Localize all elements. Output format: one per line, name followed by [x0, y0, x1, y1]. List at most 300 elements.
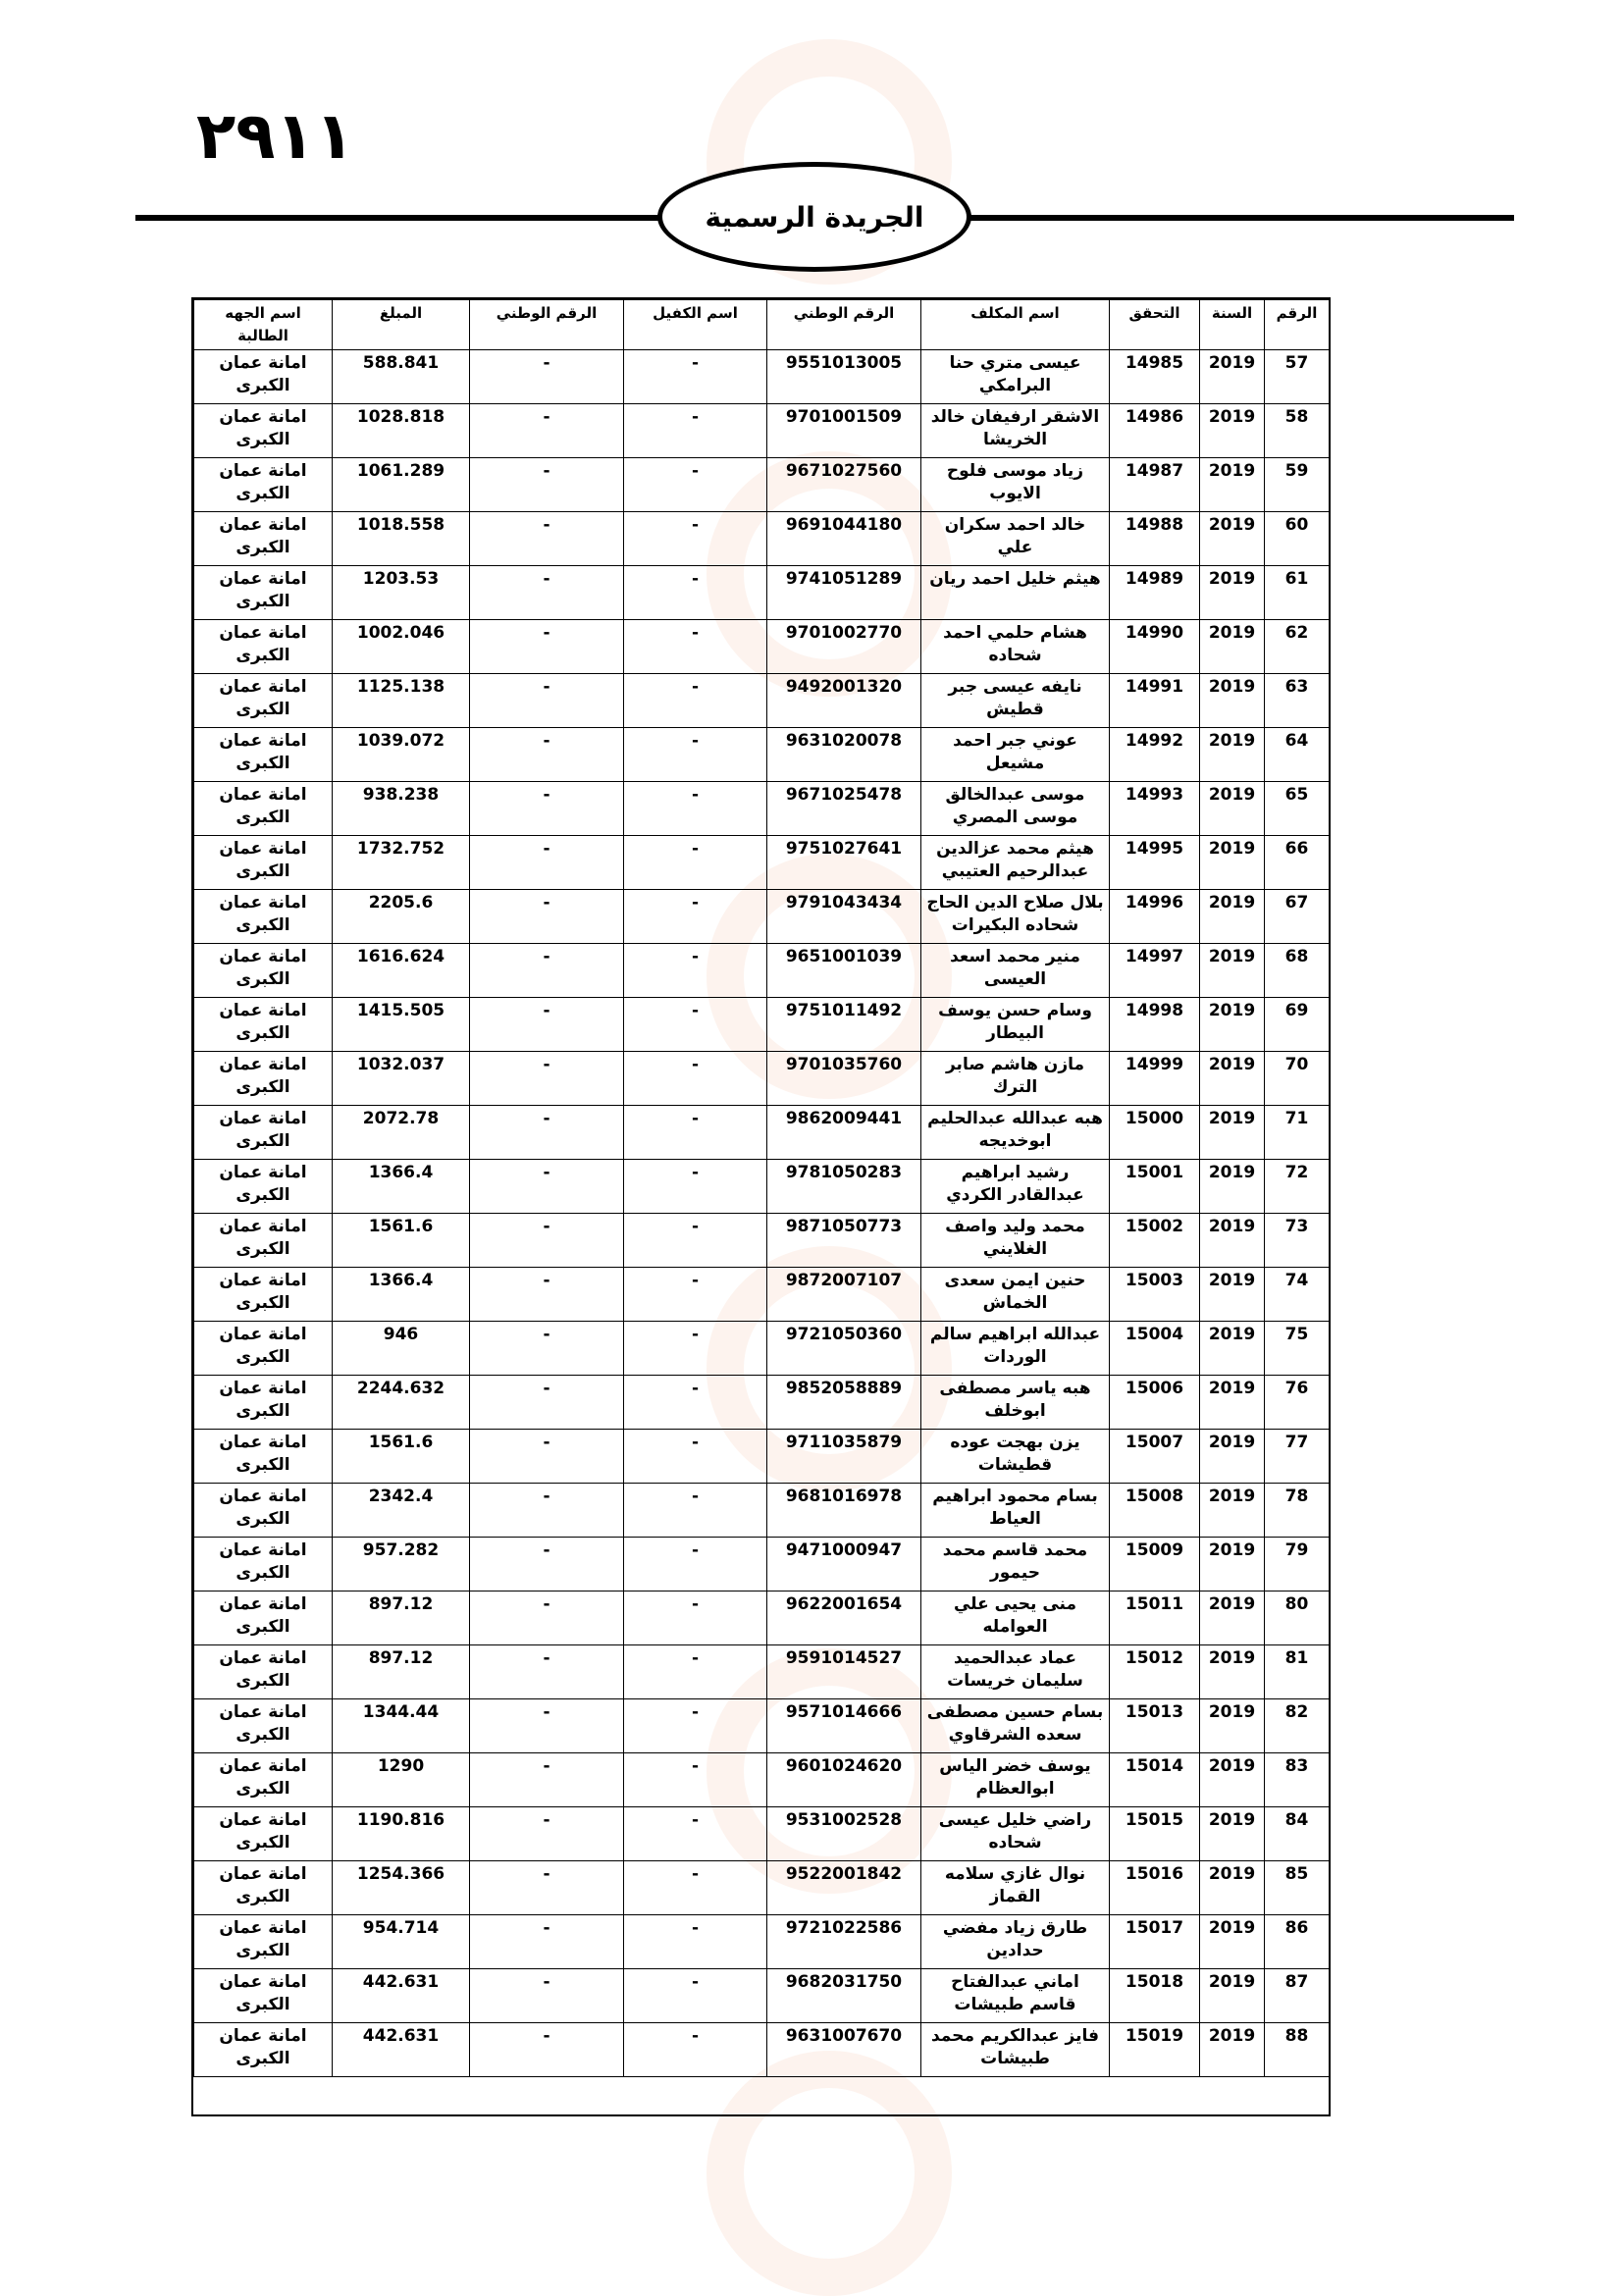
row-verification: 15017	[1110, 1915, 1200, 1969]
row-verification: 14991	[1110, 674, 1200, 728]
row-verification: 15004	[1110, 1322, 1200, 1376]
row-taxpayer-name: حنين ايمن سعدى الخماش	[921, 1268, 1110, 1322]
table-row	[194, 1807, 1330, 1861]
row-verification: 15008	[1110, 1484, 1200, 1538]
row-guarantor-national-id: -	[470, 674, 624, 728]
row-number: 67	[1265, 890, 1330, 944]
row-claimant: امانة عمان الكبرى	[194, 728, 333, 782]
row-guarantor-national-id: -	[470, 620, 624, 674]
row-guarantor-national-id: -	[470, 1052, 624, 1106]
row-number: 70	[1265, 1052, 1330, 1106]
row-amount: 954.714	[333, 1915, 470, 1969]
row-number: 83	[1265, 1753, 1330, 1807]
row-verification: 15003	[1110, 1268, 1200, 1322]
table-row	[194, 1645, 1330, 1699]
table-row	[194, 1915, 1330, 1969]
row-amount: 1002.046	[333, 620, 470, 674]
row-guarantor-name: -	[624, 350, 767, 404]
row-taxpayer-name: بلال صلاح الدين الحاج شحاده البكيرات	[921, 890, 1110, 944]
records-table	[193, 299, 1330, 2077]
row-amount: 1018.558	[333, 512, 470, 566]
table-row	[194, 890, 1330, 944]
row-verification: 15011	[1110, 1592, 1200, 1645]
table-row	[194, 836, 1330, 890]
table-row	[194, 728, 1330, 782]
row-taxpayer-name: محمد قاسم محمد حيمور	[921, 1538, 1110, 1592]
row-claimant: امانة عمان الكبرى	[194, 620, 333, 674]
gazette-title: الجريدة الرسمية	[705, 200, 924, 234]
row-verification: 14992	[1110, 728, 1200, 782]
row-national-id: 9721022586	[767, 1915, 921, 1969]
row-verification: 14988	[1110, 512, 1200, 566]
row-national-id: 9531002528	[767, 1807, 921, 1861]
table-row	[194, 566, 1330, 620]
row-verification: 15013	[1110, 1699, 1200, 1753]
row-claimant: امانة عمان الكبرى	[194, 1106, 333, 1160]
row-verification: 15002	[1110, 1214, 1200, 1268]
row-claimant: امانة عمان الكبرى	[194, 1592, 333, 1645]
row-taxpayer-name: طارق زياد مفضي حدادين	[921, 1915, 1110, 1969]
row-number: 85	[1265, 1861, 1330, 1915]
row-taxpayer-name: موسى عبدالخالق موسى المصري	[921, 782, 1110, 836]
row-national-id: 9711035879	[767, 1430, 921, 1484]
row-guarantor-name: -	[624, 1214, 767, 1268]
row-guarantor-name: -	[624, 620, 767, 674]
row-claimant: امانة عمان الكبرى	[194, 404, 333, 458]
row-taxpayer-name: نايفه عيسى جبر قطيش	[921, 674, 1110, 728]
row-taxpayer-name: يوسف خضر الياس ابوالعظام	[921, 1753, 1110, 1807]
row-amount: 2244.632	[333, 1376, 470, 1430]
row-amount: 1415.505	[333, 998, 470, 1052]
row-claimant: امانة عمان الكبرى	[194, 1645, 333, 1699]
row-year: 2019	[1200, 404, 1265, 458]
row-taxpayer-name: رشيد ابراهيم عبدالقادر الكردي	[921, 1160, 1110, 1214]
row-guarantor-name: -	[624, 1322, 767, 1376]
row-number: 63	[1265, 674, 1330, 728]
row-taxpayer-name: مازن هاشم صابر الترك	[921, 1052, 1110, 1106]
row-guarantor-name: -	[624, 1645, 767, 1699]
row-year: 2019	[1200, 944, 1265, 998]
row-number: 68	[1265, 944, 1330, 998]
row-claimant: امانة عمان الكبرى	[194, 998, 333, 1052]
row-national-id: 9622001654	[767, 1592, 921, 1645]
row-guarantor-name: -	[624, 1592, 767, 1645]
row-guarantor-national-id: -	[470, 404, 624, 458]
page-number: ٢٩١١	[196, 98, 355, 174]
row-year: 2019	[1200, 998, 1265, 1052]
row-guarantor-national-id: -	[470, 1861, 624, 1915]
row-guarantor-name: -	[624, 1106, 767, 1160]
row-verification: 15009	[1110, 1538, 1200, 1592]
row-year: 2019	[1200, 1969, 1265, 2023]
row-number: 72	[1265, 1160, 1330, 1214]
row-number: 88	[1265, 2023, 1330, 2077]
row-claimant: امانة عمان الكبرى	[194, 458, 333, 512]
header-year: السنة	[1200, 300, 1265, 350]
row-year: 2019	[1200, 890, 1265, 944]
table-header-row	[194, 300, 1330, 350]
row-guarantor-name: -	[624, 1160, 767, 1214]
row-taxpayer-name: راضي خليل عيسى شحاده	[921, 1807, 1110, 1861]
row-amount: 1039.072	[333, 728, 470, 782]
row-taxpayer-name: بسام محمود ابراهيم العياط	[921, 1484, 1110, 1538]
row-amount: 2205.6	[333, 890, 470, 944]
row-amount: 1254.366	[333, 1861, 470, 1915]
row-taxpayer-name: يزن بهجت عوده قطيشات	[921, 1430, 1110, 1484]
table-row	[194, 1268, 1330, 1322]
row-year: 2019	[1200, 1645, 1265, 1699]
row-guarantor-name: -	[624, 782, 767, 836]
row-year: 2019	[1200, 1699, 1265, 1753]
row-amount: 1203.53	[333, 566, 470, 620]
row-guarantor-name: -	[624, 1376, 767, 1430]
row-year: 2019	[1200, 1322, 1265, 1376]
row-amount: 1190.816	[333, 1807, 470, 1861]
row-verification: 15001	[1110, 1160, 1200, 1214]
header-guarantor-name: اسم الكفيل	[624, 300, 767, 350]
row-guarantor-national-id: -	[470, 2023, 624, 2077]
row-guarantor-national-id: -	[470, 1753, 624, 1807]
row-national-id: 9872007107	[767, 1268, 921, 1322]
row-year: 2019	[1200, 728, 1265, 782]
row-national-id: 9862009441	[767, 1106, 921, 1160]
row-year: 2019	[1200, 350, 1265, 404]
row-guarantor-name: -	[624, 1052, 767, 1106]
header-taxpayer-name: اسم المكلف	[921, 300, 1110, 350]
row-verification: 15018	[1110, 1969, 1200, 2023]
row-claimant: امانة عمان الكبرى	[194, 1484, 333, 1538]
row-guarantor-name: -	[624, 836, 767, 890]
row-amount: 897.12	[333, 1645, 470, 1699]
row-verification: 15016	[1110, 1861, 1200, 1915]
row-guarantor-national-id: -	[470, 1969, 624, 2023]
row-guarantor-name: -	[624, 2023, 767, 2077]
row-national-id: 9701001509	[767, 404, 921, 458]
row-guarantor-name: -	[624, 1915, 767, 1969]
header-oval	[657, 162, 971, 272]
row-national-id: 9651001039	[767, 944, 921, 998]
row-guarantor-national-id: -	[470, 890, 624, 944]
row-year: 2019	[1200, 1376, 1265, 1430]
row-verification: 14987	[1110, 458, 1200, 512]
row-national-id: 9751027641	[767, 836, 921, 890]
row-guarantor-name: -	[624, 944, 767, 998]
row-taxpayer-name: منير محمد اسعد العيسى	[921, 944, 1110, 998]
row-guarantor-name: -	[624, 566, 767, 620]
row-guarantor-national-id: -	[470, 1160, 624, 1214]
row-guarantor-national-id: -	[470, 458, 624, 512]
row-number: 71	[1265, 1106, 1330, 1160]
row-claimant: امانة عمان الكبرى	[194, 890, 333, 944]
row-guarantor-national-id: -	[470, 1106, 624, 1160]
table-row	[194, 404, 1330, 458]
row-national-id: 9631007670	[767, 2023, 921, 2077]
row-national-id: 9551013005	[767, 350, 921, 404]
row-guarantor-name: -	[624, 512, 767, 566]
row-verification: 15007	[1110, 1430, 1200, 1484]
row-claimant: امانة عمان الكبرى	[194, 1538, 333, 1592]
row-claimant: امانة عمان الكبرى	[194, 1430, 333, 1484]
row-guarantor-name: -	[624, 1538, 767, 1592]
row-verification: 14990	[1110, 620, 1200, 674]
row-guarantor-name: -	[624, 1699, 767, 1753]
row-verification: 15014	[1110, 1753, 1200, 1807]
row-year: 2019	[1200, 836, 1265, 890]
row-verification: 14986	[1110, 404, 1200, 458]
table-row	[194, 1592, 1330, 1645]
row-amount: 1028.818	[333, 404, 470, 458]
row-number: 87	[1265, 1969, 1330, 2023]
row-national-id: 9781050283	[767, 1160, 921, 1214]
row-taxpayer-name: هبه ياسر مصطفى ابوخلف	[921, 1376, 1110, 1430]
row-year: 2019	[1200, 1160, 1265, 1214]
header-guarantor-national-id: الرقم الوطني	[470, 300, 624, 350]
row-verification: 14999	[1110, 1052, 1200, 1106]
table-row	[194, 1861, 1330, 1915]
row-amount: 2342.4	[333, 1484, 470, 1538]
table-row	[194, 1160, 1330, 1214]
row-taxpayer-name: عماد عبدالحميد سليمان خريسات	[921, 1645, 1110, 1699]
row-claimant: امانة عمان الكبرى	[194, 1376, 333, 1430]
row-national-id: 9681016978	[767, 1484, 921, 1538]
row-year: 2019	[1200, 512, 1265, 566]
row-national-id: 9791043434	[767, 890, 921, 944]
row-amount: 957.282	[333, 1538, 470, 1592]
table-row	[194, 998, 1330, 1052]
row-amount: 897.12	[333, 1592, 470, 1645]
row-year: 2019	[1200, 1753, 1265, 1807]
row-year: 2019	[1200, 1430, 1265, 1484]
row-number: 66	[1265, 836, 1330, 890]
row-guarantor-name: -	[624, 674, 767, 728]
row-amount: 938.238	[333, 782, 470, 836]
row-taxpayer-name: زياد موسى فلوح الايوب	[921, 458, 1110, 512]
row-claimant: امانة عمان الكبرى	[194, 1699, 333, 1753]
row-amount: 1290	[333, 1753, 470, 1807]
row-guarantor-national-id: -	[470, 944, 624, 998]
row-guarantor-national-id: -	[470, 1699, 624, 1753]
row-number: 74	[1265, 1268, 1330, 1322]
row-number: 79	[1265, 1538, 1330, 1592]
row-number: 78	[1265, 1484, 1330, 1538]
row-guarantor-name: -	[624, 998, 767, 1052]
row-claimant: امانة عمان الكبرى	[194, 1915, 333, 1969]
row-number: 81	[1265, 1645, 1330, 1699]
row-guarantor-name: -	[624, 404, 767, 458]
row-guarantor-national-id: -	[470, 566, 624, 620]
row-verification: 14996	[1110, 890, 1200, 944]
row-number: 57	[1265, 350, 1330, 404]
table-row	[194, 1322, 1330, 1376]
row-guarantor-name: -	[624, 1268, 767, 1322]
row-year: 2019	[1200, 782, 1265, 836]
row-taxpayer-name: نوال غازي سلامه القماز	[921, 1861, 1110, 1915]
row-national-id: 9691044180	[767, 512, 921, 566]
row-number: 77	[1265, 1430, 1330, 1484]
row-guarantor-name: -	[624, 890, 767, 944]
row-national-id: 9682031750	[767, 1969, 921, 2023]
row-taxpayer-name: وسام حسن يوسف البيطار	[921, 998, 1110, 1052]
row-taxpayer-name: هيثم خليل احمد ريان	[921, 566, 1110, 620]
row-claimant: امانة عمان الكبرى	[194, 782, 333, 836]
row-claimant: امانة عمان الكبرى	[194, 1861, 333, 1915]
table-row	[194, 350, 1330, 404]
row-amount: 1366.4	[333, 1160, 470, 1214]
row-number: 62	[1265, 620, 1330, 674]
row-guarantor-national-id: -	[470, 1268, 624, 1322]
row-national-id: 9741051289	[767, 566, 921, 620]
row-amount: 1061.289	[333, 458, 470, 512]
row-guarantor-national-id: -	[470, 1430, 624, 1484]
header-amount: المبلغ	[333, 300, 470, 350]
row-verification: 14985	[1110, 350, 1200, 404]
row-amount: 442.631	[333, 1969, 470, 2023]
row-number: 61	[1265, 566, 1330, 620]
row-taxpayer-name: محمد وليد واصف الغلايني	[921, 1214, 1110, 1268]
row-claimant: امانة عمان الكبرى	[194, 1160, 333, 1214]
row-number: 59	[1265, 458, 1330, 512]
row-national-id: 9871050773	[767, 1214, 921, 1268]
row-year: 2019	[1200, 1807, 1265, 1861]
row-guarantor-name: -	[624, 1969, 767, 2023]
row-taxpayer-name: فايز عبدالكريم محمد طبيشات	[921, 2023, 1110, 2077]
header-number: الرقم	[1265, 300, 1330, 350]
row-guarantor-national-id: -	[470, 1915, 624, 1969]
table-row	[194, 1484, 1330, 1538]
row-year: 2019	[1200, 1484, 1265, 1538]
row-number: 82	[1265, 1699, 1330, 1753]
row-claimant: امانة عمان الكبرى	[194, 2023, 333, 2077]
row-guarantor-name: -	[624, 1807, 767, 1861]
row-national-id: 9601024620	[767, 1753, 921, 1807]
row-amount: 1366.4	[333, 1268, 470, 1322]
table-row	[194, 620, 1330, 674]
row-claimant: امانة عمان الكبرى	[194, 350, 333, 404]
row-guarantor-name: -	[624, 1430, 767, 1484]
row-national-id: 9751011492	[767, 998, 921, 1052]
row-number: 64	[1265, 728, 1330, 782]
row-claimant: امانة عمان الكبرى	[194, 512, 333, 566]
row-amount: 2072.78	[333, 1106, 470, 1160]
row-verification: 14989	[1110, 566, 1200, 620]
row-guarantor-name: -	[624, 1861, 767, 1915]
table-row	[194, 512, 1330, 566]
row-guarantor-name: -	[624, 1753, 767, 1807]
row-number: 86	[1265, 1915, 1330, 1969]
header-claimant: اسم الجهه الطالبة	[194, 300, 333, 350]
row-guarantor-national-id: -	[470, 1376, 624, 1430]
row-national-id: 9671025478	[767, 782, 921, 836]
row-guarantor-national-id: -	[470, 998, 624, 1052]
row-national-id: 9701002770	[767, 620, 921, 674]
header-national-id: الرقم الوطني	[767, 300, 921, 350]
row-amount: 1561.6	[333, 1430, 470, 1484]
row-guarantor-national-id: -	[470, 1538, 624, 1592]
row-guarantor-name: -	[624, 458, 767, 512]
row-amount: 1344.44	[333, 1699, 470, 1753]
row-year: 2019	[1200, 1538, 1265, 1592]
table-row	[194, 2023, 1330, 2077]
row-year: 2019	[1200, 1592, 1265, 1645]
row-number: 69	[1265, 998, 1330, 1052]
row-taxpayer-name: منى يحيى علي العوامله	[921, 1592, 1110, 1645]
row-taxpayer-name: عيسى متري حنا البرامكي	[921, 350, 1110, 404]
row-guarantor-national-id: -	[470, 1214, 624, 1268]
table-row	[194, 1376, 1330, 1430]
row-year: 2019	[1200, 1214, 1265, 1268]
row-guarantor-national-id: -	[470, 512, 624, 566]
table-row	[194, 944, 1330, 998]
row-claimant: امانة عمان الكبرى	[194, 1052, 333, 1106]
row-national-id: 9471000947	[767, 1538, 921, 1592]
row-taxpayer-name: عوني جبر احمد مشيعل	[921, 728, 1110, 782]
row-year: 2019	[1200, 2023, 1265, 2077]
row-verification: 14998	[1110, 998, 1200, 1052]
row-year: 2019	[1200, 1052, 1265, 1106]
row-taxpayer-name: بسام حسين مصطفى سعده الشرقاوي	[921, 1699, 1110, 1753]
row-number: 76	[1265, 1376, 1330, 1430]
row-guarantor-name: -	[624, 1484, 767, 1538]
table-row	[194, 1106, 1330, 1160]
table-row	[194, 1538, 1330, 1592]
row-amount: 1732.752	[333, 836, 470, 890]
row-number: 73	[1265, 1214, 1330, 1268]
table-row	[194, 1052, 1330, 1106]
row-amount: 442.631	[333, 2023, 470, 2077]
table-row	[194, 1969, 1330, 2023]
row-taxpayer-name: هشام حلمي احمد شحاده	[921, 620, 1110, 674]
row-year: 2019	[1200, 1106, 1265, 1160]
row-claimant: امانة عمان الكبرى	[194, 1807, 333, 1861]
table-row	[194, 782, 1330, 836]
row-number: 60	[1265, 512, 1330, 566]
row-national-id: 9721050360	[767, 1322, 921, 1376]
row-verification: 14997	[1110, 944, 1200, 998]
row-verification: 15019	[1110, 2023, 1200, 2077]
row-national-id: 9591014527	[767, 1645, 921, 1699]
row-taxpayer-name: اماني عبدالفتاح قاسم طبيشات	[921, 1969, 1110, 2023]
row-taxpayer-name: هيثم محمد عزالدين عبدالرحيم العتيبي	[921, 836, 1110, 890]
row-claimant: امانة عمان الكبرى	[194, 1214, 333, 1268]
row-national-id: 9852058889	[767, 1376, 921, 1430]
row-claimant: امانة عمان الكبرى	[194, 674, 333, 728]
row-taxpayer-name: خالد احمد سكران علي	[921, 512, 1110, 566]
row-year: 2019	[1200, 620, 1265, 674]
row-year: 2019	[1200, 1915, 1265, 1969]
row-national-id: 9492001320	[767, 674, 921, 728]
row-verification: 14993	[1110, 782, 1200, 836]
row-national-id: 9671027560	[767, 458, 921, 512]
row-verification: 15000	[1110, 1106, 1200, 1160]
row-guarantor-national-id: -	[470, 728, 624, 782]
row-verification: 15006	[1110, 1376, 1200, 1430]
row-guarantor-national-id: -	[470, 1592, 624, 1645]
row-national-id: 9571014666	[767, 1699, 921, 1753]
table-row	[194, 458, 1330, 512]
row-national-id: 9522001842	[767, 1861, 921, 1915]
row-number: 80	[1265, 1592, 1330, 1645]
row-verification: 14995	[1110, 836, 1200, 890]
row-number: 65	[1265, 782, 1330, 836]
row-number: 75	[1265, 1322, 1330, 1376]
row-guarantor-national-id: -	[470, 782, 624, 836]
row-claimant: امانة عمان الكبرى	[194, 944, 333, 998]
table-row	[194, 1430, 1330, 1484]
row-taxpayer-name: عبدالله ابراهيم سالم الوردات	[921, 1322, 1110, 1376]
row-guarantor-national-id: -	[470, 1322, 624, 1376]
row-claimant: امانة عمان الكبرى	[194, 1969, 333, 2023]
table-row	[194, 1214, 1330, 1268]
